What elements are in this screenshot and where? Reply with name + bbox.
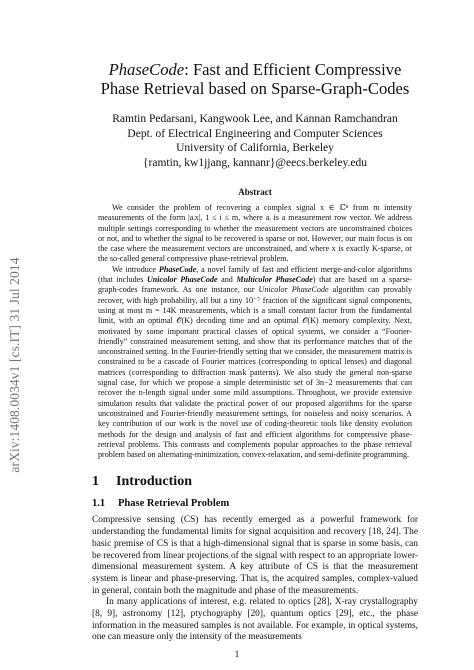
- author-department: Dept. of Electrical Engineering and Computer Sciences: [127, 127, 383, 140]
- section-title: Introduction: [116, 474, 192, 490]
- paper-page: [92, 60, 418, 644]
- multicolor-phasecode-term: Multicolor PhaseCode: [236, 275, 313, 285]
- unicolor-phasecode-term: Unicolor PhaseCode: [146, 275, 218, 285]
- author-names: Ramtin Pedarsani, Kangwook Lee, and Kannan Ramchandran: [112, 113, 398, 125]
- abstract-text: ) that are based on a sparse-graph-codes framework. As one instance, our: [98, 275, 413, 295]
- title-line-1: [92, 60, 418, 79]
- phasecode-term: PhaseCode: [158, 264, 197, 274]
- title-line-1-rest: : Fast and Efficient Compressive: [184, 60, 402, 79]
- page-number: 1: [234, 650, 240, 660]
- subsection-number: 1.1: [92, 498, 106, 510]
- section-number: 1: [92, 474, 99, 490]
- arxiv-identifier-text: arXiv:1408.0034v1 [cs.IT] 31 Jul 2014: [7, 257, 22, 473]
- abstract-paragraph-2: [98, 265, 412, 461]
- body-paragraph-1: Compressive sensing (CS) has recently emerged as a powerful framework for understanding the fundamental limits for signal acquisition and recovery [18, 24]. The basic premise of CS is that a high-dimensional signal that is sparse in some basis, can be recovered from linear projections of the signal with respect to an appropriate lower-dimensional measurement system. A key attribute of CS is that the measurement system is linear and phase-preserving. That is, the acquired samples, complex-valued in general, contain both the magnitude and phase of the measurements.: [92, 515, 418, 596]
- author-university: University of California, Berkeley: [176, 142, 334, 154]
- abstract-text: , a novel family of fast and efficient merge-and-color algorithms (that includes: [98, 264, 412, 285]
- subsection-heading: [92, 498, 418, 509]
- abstract-paragraph-1: We consider the problem of recovering a complex signal x ∈ ℂⁿ from m intensity measurements of the form |aᵢx|, 1 ≤ i ≤ m, where aᵢ is a measurement row vector. We address multiple settings corresponding to whether the measurement vectors are unconstrained choices or not, and to whether the signal to be recovered is sparse or not. However, our main focus is on the case where the measurement vectors are unconstrained, and where x is exactly K-sparse, or the so-called general compressive phase-retrieval problem.: [98, 203, 412, 264]
- unicolor-phasecode-term: Unicolor PhaseCode: [258, 285, 329, 295]
- title-emphasis: PhaseCode: [108, 60, 185, 79]
- abstract-text: and: [217, 275, 237, 285]
- introduction-body: [92, 515, 418, 644]
- body-paragraph-2: In many applications of interest, e.g. related to optics [28], X-ray crystallography [8, 9], astronomy [12], ptychography [20], quantum optics [29], etc., the phase information in the measured samples is not available. For example, in optical systems, one can measure only the intensity of the measurements: [92, 597, 418, 643]
- abstract-heading: Abstract: [238, 187, 272, 197]
- abstract-text: We introduce: [112, 264, 159, 274]
- subsection-title: Phase Retrieval Problem: [118, 498, 230, 510]
- abstract-text: algorithm can provably recover, with high probability, all but a tiny 10⁻⁷ fraction of the significant signal components, using at most m = 14K measurements, which is a small constant factor from the fundamental limit, with an optimal 𝒪(K) decoding time and an optimal 𝒪(K) memory complexity. Next, motivated by some important practical classes of optical systems, we consider a “Fourier-friendly” constrained measurement setting, and show that its performance matches that of the unconstrained setting. In the Fourier-friendly setting that we consider, the measurement matrix is constrained to be a cascade of Fourier matrices (corresponding to optical lenses) and diagonal matrices (corresponding to diffraction mask patterns). We also study the general non-sparse signal case, for which we propose a simple deterministic set of 3n−2 measurements that can recover the n-length signal under some mild assumptions. Throughout, we provide extensive simulation results that validate the practical power of our proposed algorithms for the sparse unconstrained and Fourier-friendly measurement settings, for noiseless and noisy scenarios. A key contribution of our work is the novel use of coding-theoretic tools like density evolution methods for the design and analysis of fast and efficient algorithms for compressive phase-retrieval problems. This contrasts and complements popular approaches to the phase retrieval problem based on alternating-minimization, convex-relaxation, and semi-definite programming.: [98, 285, 412, 460]
- arxiv-identifier-stamp: [5, 215, 25, 515]
- section-heading: [92, 474, 418, 490]
- title-line-2: Phase Retrieval based on Sparse-Graph-Codes: [100, 79, 410, 98]
- author-block: [92, 112, 418, 170]
- abstract-body: [98, 203, 412, 460]
- author-emails: {ramtin, kw1jjang, kannanr}@eecs.berkeley.edu: [143, 156, 367, 169]
- paper-title: [92, 60, 418, 98]
